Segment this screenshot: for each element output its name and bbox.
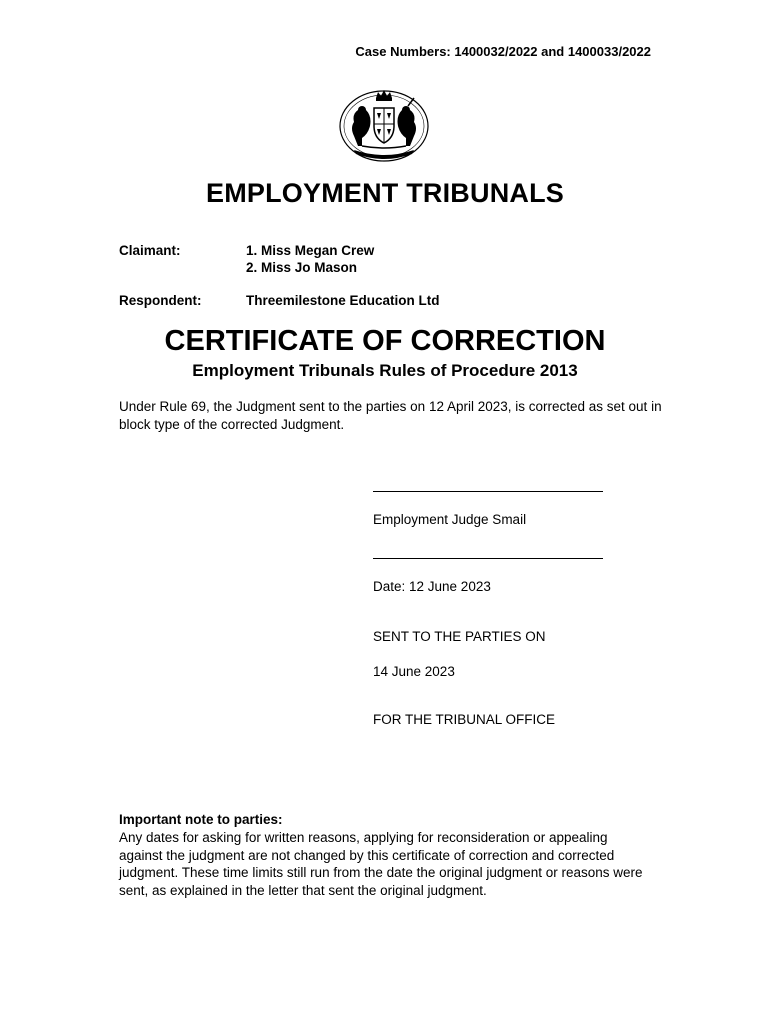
tribunal-title: EMPLOYMENT TRIBUNALS <box>206 178 564 208</box>
respondent-name: Threemilestone Education Ltd <box>246 293 440 308</box>
claimant-label: Claimant: <box>119 243 181 258</box>
certificate-title: CERTIFICATE OF CORRECTION <box>164 325 606 357</box>
sent-date: 14 June 2023 <box>373 664 455 679</box>
claimant-1: 1. Miss Megan Crew <box>246 243 375 258</box>
note-text: Any dates for asking for written reasons, applying for reconsideration or appealing against the judgment are not changed by this certificate of correction and corrected judgment. These time limits still run from the date the original judgment or reasons were sent, as explained in the letter that sent the original judgment. <box>119 830 643 898</box>
certificate-subtitle: Employment Tribunals Rules of Procedure 2013 <box>192 361 578 380</box>
judge-signature-line <box>373 491 603 492</box>
note-heading: Important note to parties: <box>119 812 283 827</box>
date-signature-line <box>373 558 603 559</box>
claimant-2: 2. Miss Jo Mason <box>246 260 358 275</box>
respondent-label: Respondent: <box>119 293 202 308</box>
sent-to-parties-label: SENT TO THE PARTIES ON <box>373 629 546 644</box>
judgment-date: Date: 12 June 2023 <box>373 579 491 594</box>
judge-name: Employment Judge Smail <box>373 512 527 527</box>
royal-coat-of-arms-icon <box>336 88 432 164</box>
correction-statement: Under Rule 69, the Judgment sent to the parties on 12 April 2023, is corrected as set out in block type of the corrected Judgment. <box>119 399 662 432</box>
tribunal-office-label: FOR THE TRIBUNAL OFFICE <box>373 712 556 727</box>
case-numbers: Case Numbers: 1400032/2022 and 1400033/2022 <box>355 44 651 59</box>
